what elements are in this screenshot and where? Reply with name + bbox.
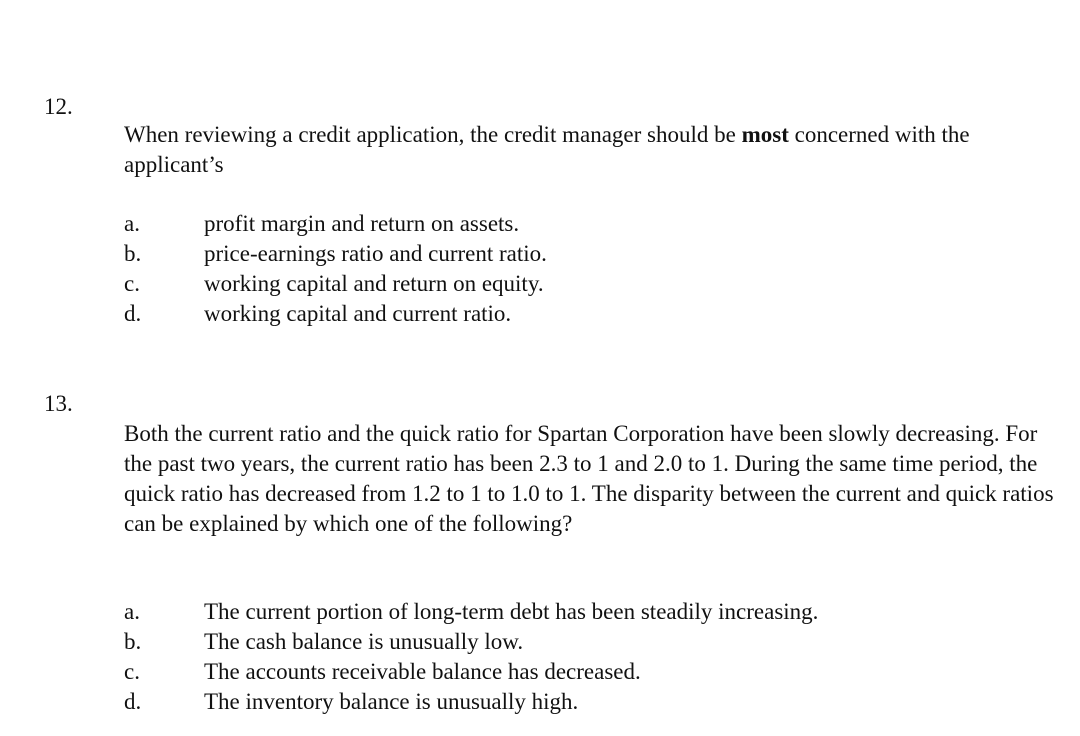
- question-stem: Both the current ratio and the quick ratio for Spartan Corporation have been slowly decreasing. For the past two years, the current ratio has been 2.3 to 1 and 2.0 to 1. During the same time period, the quick ratio has decreased from 1.2 to 1 to 1.0 to 1. The disparity between the current and quick ratios can be explained by which one of the following?: [124, 421, 1054, 536]
- choice-a: [124, 597, 1024, 627]
- choice-b: [124, 627, 1024, 657]
- choice-a: [124, 209, 1024, 239]
- answer-choices: [124, 209, 1024, 329]
- question-number: 13.: [44, 391, 73, 416]
- choice-c: [124, 269, 1024, 299]
- choice-b: [124, 239, 1024, 269]
- choice-letter: b.: [124, 629, 142, 654]
- question-number: 12.: [44, 94, 73, 119]
- choice-c: [124, 657, 1024, 687]
- choice-text: price-earnings ratio and current ratio.: [204, 241, 547, 266]
- choice-letter: c.: [124, 271, 140, 296]
- choice-text: The inventory balance is unusually high.: [204, 689, 579, 714]
- choice-text: profit margin and return on assets.: [204, 211, 520, 236]
- choice-letter: b.: [124, 241, 142, 266]
- choice-letter: c.: [124, 659, 140, 684]
- stem-text: When reviewing a credit application, the credit manager should be: [124, 122, 742, 147]
- choice-text: working capital and current ratio.: [204, 301, 512, 326]
- choice-d: [124, 299, 1024, 329]
- choice-text: The cash balance is unusually low.: [204, 629, 524, 654]
- question-stem: [124, 120, 1054, 180]
- choice-letter: d.: [124, 301, 142, 326]
- choice-text: The accounts receivable balance has decreased.: [204, 659, 641, 684]
- choice-text: The current portion of long-term debt has been steadily increasing.: [204, 599, 819, 624]
- choice-letter: a.: [124, 599, 140, 624]
- answer-choices: [124, 597, 1024, 717]
- stem-emphasis: most: [741, 122, 789, 147]
- choice-letter: a.: [124, 211, 140, 236]
- choice-letter: d.: [124, 689, 142, 714]
- choice-d: [124, 687, 1024, 717]
- choice-text: working capital and return on equity.: [204, 271, 544, 296]
- stem-text: concerned with the applicant’s: [124, 122, 970, 177]
